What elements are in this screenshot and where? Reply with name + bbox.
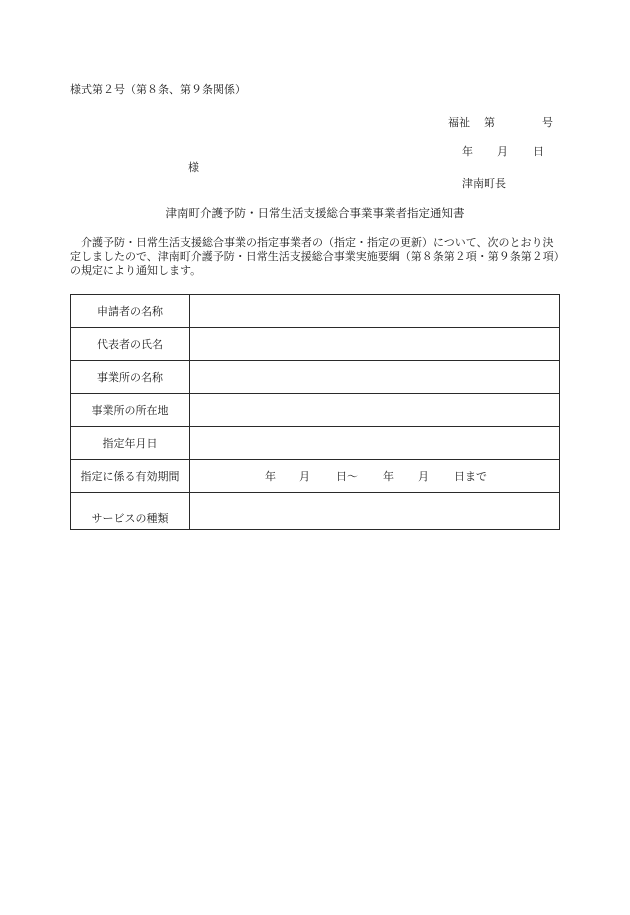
period-end-month: 月 bbox=[418, 470, 429, 483]
row-value-office-name bbox=[190, 361, 560, 394]
row-label-service-type: サービスの種類 bbox=[71, 493, 190, 530]
row-label-representative-name: 代表者の氏名 bbox=[71, 328, 190, 361]
row-value-office-address bbox=[190, 394, 560, 427]
info-table bbox=[70, 294, 560, 530]
table-row bbox=[71, 394, 560, 427]
row-label-office-address: 事業所の所在地 bbox=[71, 394, 190, 427]
period-end-day: 日まで bbox=[454, 470, 487, 483]
addressee-suffix: 様 bbox=[188, 161, 199, 174]
reference-prefix: 福祉 bbox=[448, 116, 470, 129]
period-start-month: 月 bbox=[299, 470, 310, 483]
date-day-label: 日 bbox=[533, 145, 544, 158]
table-row bbox=[71, 361, 560, 394]
row-value-representative-name bbox=[190, 328, 560, 361]
issuer-name: 津南町長 bbox=[462, 177, 506, 190]
row-value-applicant-name bbox=[190, 295, 560, 328]
row-value-designation-date bbox=[190, 427, 560, 460]
table-row bbox=[71, 328, 560, 361]
notice-body: 介護予防・日常生活支援総合事業の指定事業者の（指定・指定の更新）について、次のとおり決定しましたので、津南町介護予防・日常生活支援総合事業実施要綱（第８条第２項・第９条第２項）の規定により通知します。 bbox=[70, 236, 560, 277]
reference-dai: 第 bbox=[484, 116, 495, 129]
date-year-label: 年 bbox=[462, 145, 473, 158]
row-label-validity-period: 指定に係る有効期間 bbox=[71, 460, 190, 493]
row-label-designation-date: 指定年月日 bbox=[71, 427, 190, 460]
row-label-office-name: 事業所の名称 bbox=[71, 361, 190, 394]
row-label-applicant-name: 申請者の名称 bbox=[71, 295, 190, 328]
document-title: 津南町介護予防・日常生活支援総合事業事業者指定通知書 bbox=[165, 206, 465, 220]
table-row bbox=[71, 295, 560, 328]
table-row bbox=[71, 493, 560, 530]
period-start-day: 日～ bbox=[336, 470, 358, 483]
form-number: 様式第２号（第８条、第９条関係） bbox=[70, 83, 246, 96]
reference-go: 号 bbox=[542, 116, 553, 129]
period-end-year: 年 bbox=[383, 470, 394, 483]
row-value-validity-period bbox=[190, 460, 560, 493]
period-start-year: 年 bbox=[265, 470, 276, 483]
date-month-label: 月 bbox=[497, 145, 508, 158]
table-row bbox=[71, 427, 560, 460]
row-value-service-type bbox=[190, 493, 560, 530]
table-row bbox=[71, 460, 560, 493]
